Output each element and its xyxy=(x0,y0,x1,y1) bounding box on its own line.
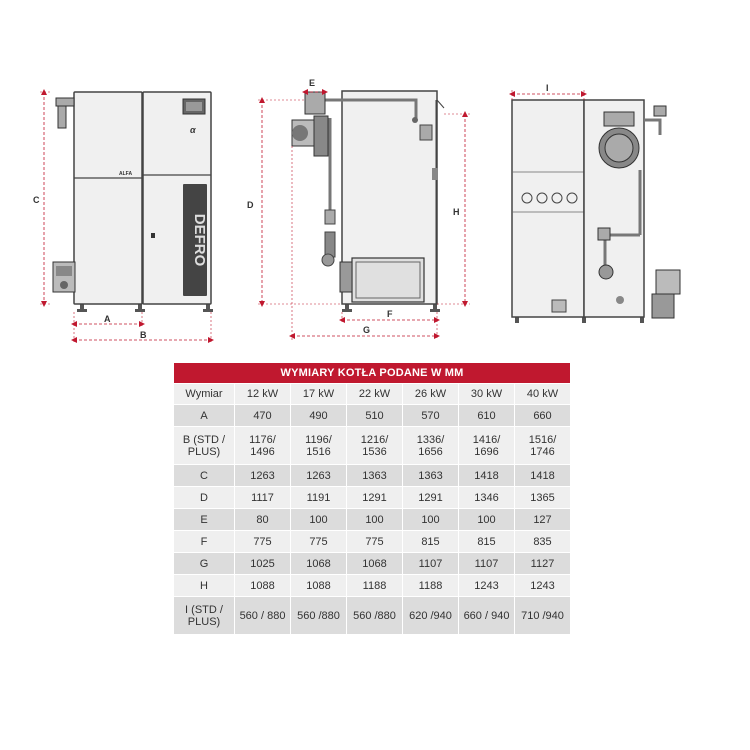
table-cell xyxy=(291,427,347,465)
dim-label-i: I xyxy=(546,83,549,93)
table-cell xyxy=(515,575,571,597)
row-label-line: E xyxy=(200,513,208,526)
table-cell-line: 560 /880 xyxy=(297,609,340,622)
table-cell xyxy=(347,465,403,487)
table-cell-line: 1336/ xyxy=(416,433,445,446)
table-cell-line: 1363 xyxy=(418,469,443,482)
table-cell-line: 1363 xyxy=(362,469,387,482)
table-cell-line: 1088 xyxy=(250,579,275,592)
table-row xyxy=(174,575,571,597)
table-row xyxy=(174,597,571,635)
dimensions-table xyxy=(173,362,571,635)
table-row xyxy=(174,553,571,575)
table-cell-line: 1117 xyxy=(251,491,274,504)
table-cell-line: 1025 xyxy=(250,557,275,570)
table-cell xyxy=(515,465,571,487)
table-cell-line: 1243 xyxy=(530,579,555,592)
table-cell-line: 1068 xyxy=(306,557,331,570)
table-cell xyxy=(235,553,291,575)
table-cell xyxy=(403,575,459,597)
front-brand-label: ALFA xyxy=(119,171,133,177)
table-cell-line: 1536 xyxy=(362,445,387,458)
table-cell-line: 1346 xyxy=(474,491,499,504)
table-cell xyxy=(459,405,515,427)
table-cell-line: 560 /880 xyxy=(353,609,396,622)
table-cell xyxy=(515,427,571,465)
table-cell xyxy=(291,553,347,575)
table-row xyxy=(174,427,571,465)
table-cell xyxy=(235,531,291,553)
table-cell-line: 570 xyxy=(421,409,440,422)
back-flue xyxy=(599,112,639,168)
table-cell xyxy=(459,553,515,575)
table-cell-line: 510 xyxy=(365,409,384,422)
table-cell-line: 1263 xyxy=(250,469,275,482)
row-label-line: A xyxy=(200,409,208,422)
table-cell-line: 1656 xyxy=(418,445,443,458)
table-cell-line: 1365 xyxy=(530,491,555,504)
header-cell-power: 26 kW xyxy=(403,384,459,405)
table-cell-line: 1107 xyxy=(474,557,499,570)
dim-label-h: H xyxy=(453,207,460,217)
table-cell-line: 1243 xyxy=(474,579,499,592)
dim-label-b: B xyxy=(140,330,147,340)
side-burner xyxy=(292,92,328,156)
table-cell xyxy=(347,597,403,635)
table-cell-line: 1516 xyxy=(306,445,331,458)
table-cell xyxy=(235,575,291,597)
table-cell-line: 775 xyxy=(253,535,272,548)
table-cell xyxy=(347,427,403,465)
table-cell-line: 710 /940 xyxy=(521,609,564,622)
table-cell-line: 815 xyxy=(421,535,440,548)
table-cell-line: 1176/ xyxy=(249,433,276,446)
table-cell xyxy=(403,553,459,575)
table-cell-line: 100 xyxy=(421,513,440,526)
table-row xyxy=(174,531,571,553)
table-cell-line: 1107 xyxy=(418,557,443,570)
table-cell xyxy=(347,553,403,575)
table-header-row xyxy=(174,384,571,405)
table-cell-line: 1263 xyxy=(306,469,331,482)
table-cell-line: 470 xyxy=(253,409,272,422)
table-cell-line: 127 xyxy=(533,513,552,526)
row-label xyxy=(174,405,235,427)
front-logo-alpha: α xyxy=(190,125,196,135)
table-cell-line: 490 xyxy=(309,409,328,422)
side-ash-tray xyxy=(340,258,424,302)
table-cell-line: 660 xyxy=(533,409,552,422)
table-cell-line: 775 xyxy=(365,535,384,548)
row-label xyxy=(174,509,235,531)
table-cell xyxy=(459,465,515,487)
header-cell-label: Wymiar xyxy=(174,384,235,405)
table-cell-line: 1191 xyxy=(306,491,331,504)
row-label xyxy=(174,575,235,597)
front-pipe xyxy=(56,98,74,128)
row-label-line: PLUS) xyxy=(187,445,221,458)
row-label xyxy=(174,553,235,575)
row-label-line: B (STD / xyxy=(182,433,226,446)
table-cell xyxy=(403,487,459,509)
table-cell-line: 1196/ xyxy=(305,433,332,446)
table-cell xyxy=(515,405,571,427)
table-cell-line: 80 xyxy=(256,513,269,526)
table-cell-line: 1068 xyxy=(362,557,387,570)
header-cell-power: 30 kW xyxy=(459,384,515,405)
table-cell xyxy=(235,509,291,531)
front-lock xyxy=(151,233,155,238)
table-cell xyxy=(403,531,459,553)
table-cell-line: 1127 xyxy=(530,557,555,570)
table-cell xyxy=(291,487,347,509)
front-left-cabinet xyxy=(74,92,142,304)
table-cell xyxy=(235,487,291,509)
row-label-line: D xyxy=(200,491,208,504)
header-cell-power: 17 kW xyxy=(291,384,347,405)
table-cell xyxy=(291,465,347,487)
table-cell xyxy=(403,509,459,531)
row-label-line: C xyxy=(200,469,208,482)
table-cell-line: 620 /940 xyxy=(409,609,452,622)
table-row xyxy=(174,465,571,487)
table-cell-line: 1216/ xyxy=(360,433,389,446)
dim-label-a: A xyxy=(104,314,111,324)
table-cell-line: 1746 xyxy=(530,445,555,458)
table-cell xyxy=(347,509,403,531)
table-cell xyxy=(291,575,347,597)
table-cell xyxy=(515,597,571,635)
boiler-drawings xyxy=(0,0,750,360)
table-cell-line: 100 xyxy=(477,513,496,526)
back-view xyxy=(512,83,680,323)
table-cell-line: 835 xyxy=(533,535,552,548)
table-row xyxy=(174,405,571,427)
table-cell xyxy=(515,553,571,575)
table-cell-line: 560 / 880 xyxy=(239,609,286,622)
table-cell xyxy=(235,427,291,465)
table-cell-line: 1188 xyxy=(362,579,387,592)
row-label-line: F xyxy=(200,535,208,548)
front-burner xyxy=(53,262,75,292)
side-view xyxy=(247,78,470,340)
table-cell xyxy=(347,575,403,597)
table-cell xyxy=(347,487,403,509)
dim-label-f: F xyxy=(387,309,393,319)
front-view xyxy=(33,92,213,343)
row-label xyxy=(174,487,235,509)
table-cell-line: 1291 xyxy=(362,491,387,504)
table-cell-line: 1418 xyxy=(530,469,555,482)
table-cell-line: 100 xyxy=(309,513,328,526)
table-cell-line: 1291 xyxy=(418,491,443,504)
row-label-line: G xyxy=(199,557,209,570)
table-title: WYMIARY KOTŁA PODANE W MM xyxy=(174,363,571,384)
header-cell-power: 12 kW xyxy=(235,384,291,405)
table-cell-line: 1516/ xyxy=(528,433,557,446)
header-cell-power: 40 kW xyxy=(515,384,571,405)
table-cell xyxy=(459,575,515,597)
table-cell-line: 660 / 940 xyxy=(463,609,510,622)
table-row xyxy=(174,487,571,509)
dim-label-c: C xyxy=(33,195,40,205)
back-left-cabinet xyxy=(512,100,584,317)
row-label-line: PLUS) xyxy=(187,615,221,628)
table-cell-line: 1416/ xyxy=(472,433,501,446)
table-cell xyxy=(235,405,291,427)
table-cell xyxy=(291,509,347,531)
row-label xyxy=(174,597,235,635)
table-cell xyxy=(347,531,403,553)
table-cell-line: 1418 xyxy=(474,469,499,482)
table-cell xyxy=(291,531,347,553)
table-cell xyxy=(403,597,459,635)
row-label-line: H xyxy=(200,579,208,592)
dim-label-d: D xyxy=(247,200,254,210)
table-cell-line: 815 xyxy=(477,535,496,548)
table-cell xyxy=(459,509,515,531)
table-cell xyxy=(403,427,459,465)
row-label xyxy=(174,427,235,465)
table-cell xyxy=(347,405,403,427)
dim-label-e: E xyxy=(309,78,316,88)
dim-label-g: G xyxy=(363,325,371,335)
table-cell xyxy=(235,465,291,487)
table-cell xyxy=(515,531,571,553)
table-cell xyxy=(403,465,459,487)
table-cell xyxy=(403,405,459,427)
table-cell-line: 1188 xyxy=(418,579,443,592)
table-cell-line: 610 xyxy=(477,409,496,422)
table-cell-line: 1696 xyxy=(474,445,499,458)
row-label-line: I (STD / xyxy=(185,603,223,616)
table-cell-line: 775 xyxy=(309,535,328,548)
header-cell-power: 22 kW xyxy=(347,384,403,405)
front-logo-brand: DEFRO xyxy=(191,213,208,267)
row-label xyxy=(174,465,235,487)
row-label xyxy=(174,531,235,553)
table-row xyxy=(174,509,571,531)
table-cell xyxy=(459,427,515,465)
table-cell-line: 100 xyxy=(365,513,384,526)
table-cell-line: 1496 xyxy=(250,445,275,458)
table-cell-line: 1088 xyxy=(306,579,331,592)
table-cell xyxy=(515,487,571,509)
table-cell xyxy=(235,597,291,635)
table-cell xyxy=(291,597,347,635)
table-cell xyxy=(291,405,347,427)
table-cell xyxy=(515,509,571,531)
table-cell xyxy=(459,597,515,635)
back-burner xyxy=(652,270,680,318)
table-cell xyxy=(459,531,515,553)
table-cell xyxy=(459,487,515,509)
